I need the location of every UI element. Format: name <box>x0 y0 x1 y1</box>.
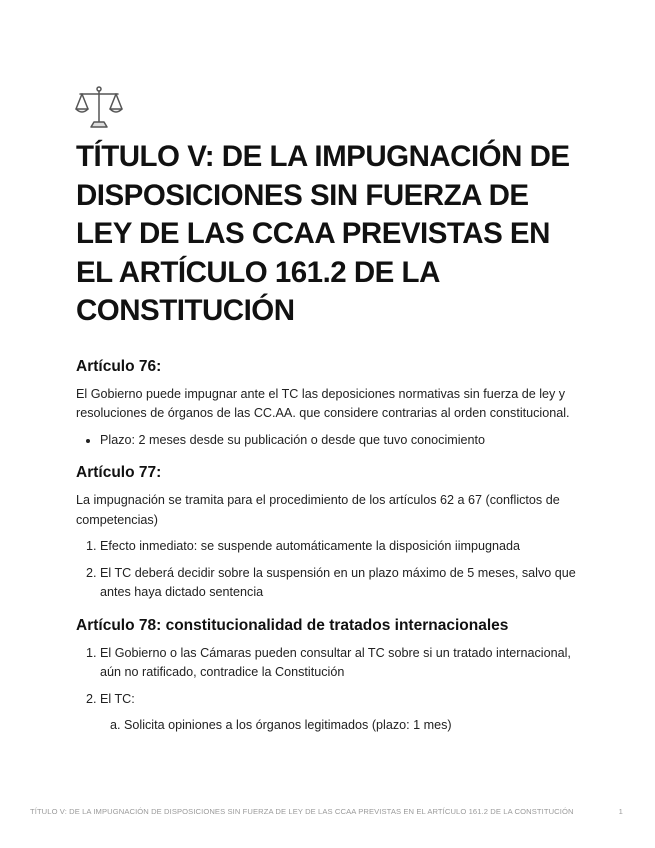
sub-list <box>100 716 580 736</box>
page-title: TÍTULO V: DE LA IMPUGNACIÓN DE DISPOSICIONES SIN FUERZA DE LEY DE LAS CCAA PREVISTAS EN EL ARTÍCULO 161.2 DE LA CONSTITUCIÓN <box>76 140 570 327</box>
article-paragraph: El Gobierno puede impugnar ante el TC las deposiciones normativas sin fuerza de ley y resoluciones de órganos de las CC.AA. que considere contrarias al orden constitucional. <box>76 386 570 420</box>
list-item-label: El TC: <box>100 691 135 706</box>
bullet-list <box>76 431 580 451</box>
document-page <box>76 84 580 736</box>
article-paragraph: La impugnación se tramita para el procedimiento de los artículos 62 a 67 (conflictos de competencias) <box>76 493 560 527</box>
list-item: 2. El TC deberá decidir sobre la suspensión en un plazo máximo de 5 meses, salvo que antes haya dictado sentencia <box>100 564 580 603</box>
article-heading: Artículo 78: constitucionalidad de tratados internacionales <box>76 616 509 634</box>
sub-list-item: a. Solicita opiniones a los órganos legitimados (plazo: 1 mes) <box>124 716 580 736</box>
article-77-section <box>76 463 580 603</box>
article-76-section <box>76 357 580 451</box>
footer-title: TÍTULO V: DE LA IMPUGNACIÓN DE DISPOSICIONES SIN FUERZA DE LEY DE LAS CCAA PREVISTAS EN EL ARTÍCULO 161.2 DE LA CONSTITUCIÓN <box>30 807 574 816</box>
article-78-section <box>76 616 580 736</box>
balance-scale-icon <box>74 84 124 130</box>
numbered-list <box>76 644 580 736</box>
page-footer <box>30 807 625 816</box>
numbered-list <box>76 537 580 603</box>
list-item: • Plazo: 2 meses desde su publicación o desde que tuvo conocimiento <box>100 431 580 451</box>
list-item: 1. Efecto inmediato: se suspende automáticamente la disposición iimpugnada <box>100 537 580 557</box>
list-item: 1. El Gobierno o las Cámaras pueden consultar al TC sobre si un tratado internacional, aún no ratificado, contradice la Constitución <box>100 644 580 683</box>
article-heading: Artículo 77: <box>76 464 162 481</box>
article-heading: Artículo 76: <box>76 357 162 375</box>
page-number: 1 <box>618 807 623 816</box>
list-item <box>100 690 580 736</box>
